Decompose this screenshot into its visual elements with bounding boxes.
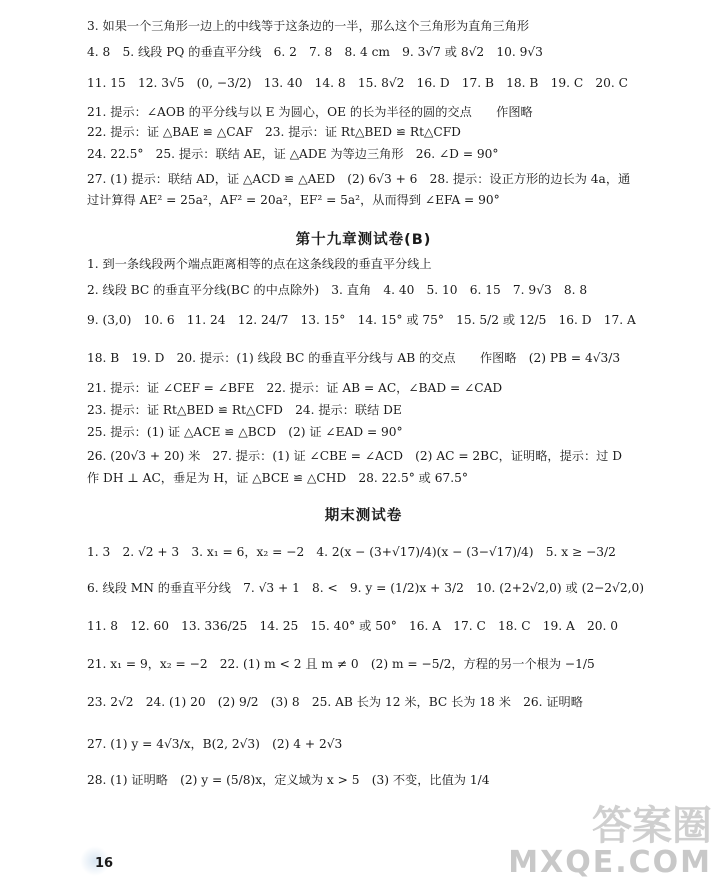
s1-line-3: 11. 15 12. 3√5 (0, −3/2) 13. 40 14. 8 15. 8√2 16. D 17. B 18. B 19. C 20. C — [87, 76, 628, 90]
s1-line-2: 4. 8 5. 线段 PQ 的垂直平分线 6. 2 7. 8 8. 4 cm 9. 3√7 或 8√2 10. 9√3 — [87, 45, 543, 59]
s3-line-6: 27. (1) y = 4√3/x，B(2, 2√3) (2) 4 + 2√3 — [87, 737, 343, 751]
s3-line-1: 1. 3 2. √2 + 3 3. x₁ = 6，x₂ = −2 4. 2(x − (3+√17)/4)(x − (3−√17)/4) 5. x ≥ −3/2 — [87, 545, 616, 559]
section-title-chapter19b: 第十九章测试卷(B) — [295, 232, 432, 248]
s3-line-5: 23. 2√2 24. (1) 20 (2) 9/2 (3) 8 25. AB 长为 12 米，BC 长为 18 米 26. 证明略 — [87, 695, 583, 709]
s2-line-6: 23. 提示：证 Rt△BED ≌ Rt△CFD 24. 提示：联结 DE — [87, 403, 402, 417]
s2-line-4: 18. B 19. D 20. 提示：(1) 线段 BC 的垂直平分线与 AB 的交点 作图略 (2) PB = 4√3/3 — [87, 351, 621, 365]
s3-line-7: 28. (1) 证明略 (2) y = (5/8)x，定义域为 x > 5 (3) 不变，比值为 1/4 — [87, 773, 490, 787]
section-title-final-exam: 期末测试卷 — [324, 508, 403, 524]
watermark-logo — [508, 790, 720, 882]
s3-line-4: 21. x₁ = 9，x₂ = −2 22. (1) m < 2 且 m ≠ 0 (2) m = −5/2，方程的另一个根为 −1/5 — [87, 657, 595, 671]
page-number: 16 — [95, 856, 114, 871]
s1-line-7: 27. (1) 提示：联结 AD，证 △ACD ≌ △AED (2) 6√3 + 6 28. 提示：设正方形的边长为 4a，通 — [87, 172, 631, 186]
s2-line-7: 25. 提示：(1) 证 △ACE ≌ △BCD (2) 证 ∠EAD = 90° — [87, 425, 403, 439]
s2-line-9: 作 DH ⊥ AC，垂足为 H，证 △BCE ≌ △CHD 28. 22.5° 或 67.5° — [87, 471, 468, 485]
s2-line-2: 2. 线段 BC 的垂直平分线(BC 的中点除外) 3. 直角 4. 40 5. 10 6. 15 7. 9√3 8. 8 — [87, 283, 588, 297]
s2-line-3: 9. (3,0) 10. 6 11. 24 12. 24/7 13. 15° 14. 15° 或 75° 15. 5/2 或 12/5 16. D 17. A — [87, 313, 636, 327]
s3-line-2: 6. 线段 MN 的垂直平分线 7. √3 + 1 8. < 9. y = (1/2)x + 3/2 10. (2+2√2,0) 或 (2−2√2,0) — [87, 581, 644, 595]
s1-line-1: 3. 如果一个三角形一边上的中线等于这条边的一半，那么这个三角形为直角三角形 — [87, 19, 530, 33]
watermark-badge: 答案圈 — [592, 803, 712, 849]
s2-line-5: 21. 提示：证 ∠CEF = ∠BFE 22. 提示：证 AB = AC，∠BAD = ∠CAD — [87, 381, 503, 395]
watermark-text: MXQE.COM — [508, 845, 712, 880]
s3-line-3: 11. 8 12. 60 13. 336/25 14. 25 15. 40° 或 50° 16. A 17. C 18. C 19. A 20. 0 — [87, 619, 619, 633]
s2-line-1: 1. 到一条线段两个端点距离相等的点在这条线段的垂直平分线上 — [87, 257, 432, 271]
s1-line-5: 22. 提示：证 △BAE ≌ △CAF 23. 提示：证 Rt△BED ≌ Rt△CFD — [87, 125, 461, 139]
s1-line-8: 过计算得 AE² = 25a²，AF² = 20a²，EF² = 5a²，从而得到 ∠EFA = 90° — [87, 193, 500, 207]
s1-line-4: 21. 提示：∠AOB 的平分线与以 E 为圆心，OE 的长为半径的圆的交点 作图略 — [87, 105, 533, 119]
s1-line-6: 24. 22.5° 25. 提示：联结 AE，证 △ADE 为等边三角形 26. ∠D = 90° — [87, 147, 499, 161]
s2-line-8: 26. (20√3 + 20) 米 27. 提示：(1) 证 ∠CBE = ∠ACD (2) AC = 2BC，证明略，提示：过 D — [87, 449, 622, 463]
